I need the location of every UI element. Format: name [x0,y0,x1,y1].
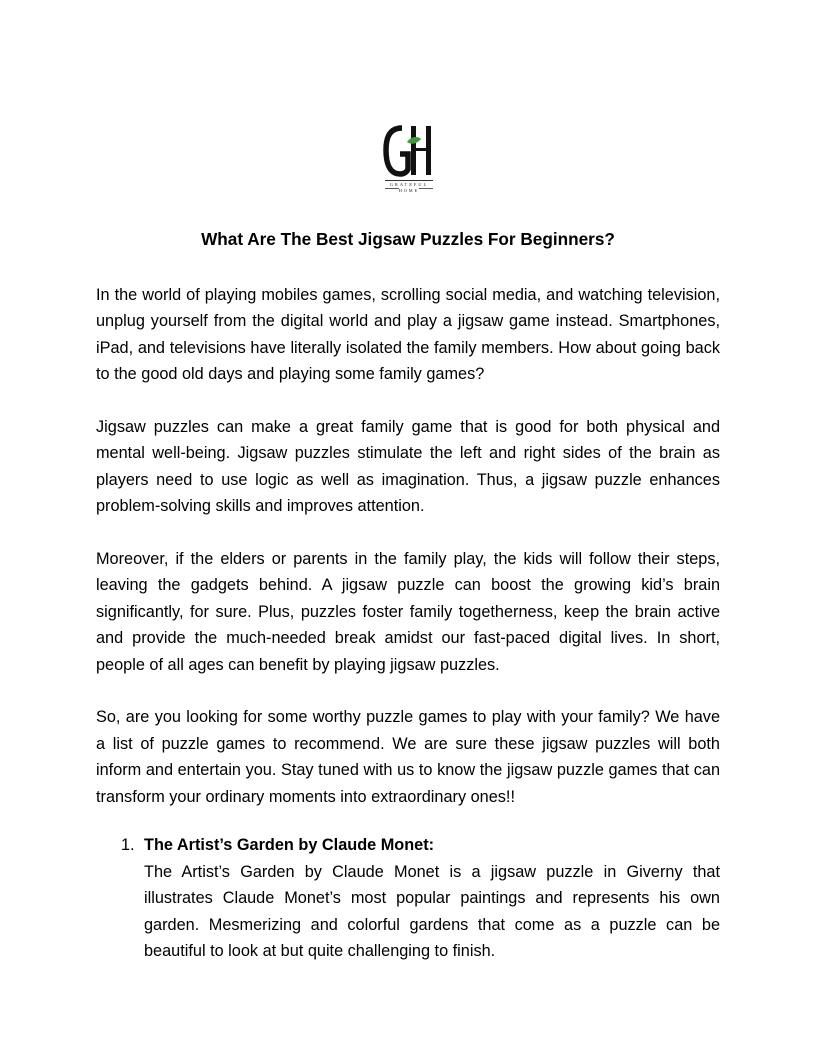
paragraph: So, are you looking for some worthy puzzle games to play with your family? We have a list of puzzle games to recommend. We are sure these jigsaw puzzles will both inform and entertain you. Stay tuned with us to know the jigsaw puzzle games that can transform your ordinary moments into extraordinary ones!! [96,708,720,806]
document-body [96,282,720,969]
paragraph: Jigsaw puzzles can make a great family game that is good for both physical and mental well-being. Jigsaw puzzles stimulate the left and right sides of the brain as players need to use logic as well as imagination. Thus, a jigsaw puzzle enhances problem-solving skills and improves attention. [96,418,720,516]
document-title: What Are The Best Jigsaw Puzzles For Beginners? [201,229,615,249]
gh-monogram-logo-icon [380,122,438,194]
puzzle-list [96,832,720,964]
paragraph: In the world of playing mobiles games, scrolling social media, and watching television, unplug yourself from the digital world and play a jigsaw game instead. Smartphones, iPad, and televisions have literally isolated the family members. How about going back to the good old days and playing some family games? [96,286,720,384]
list-item-body: The Artist’s Garden by Claude Monet is a jigsaw puzzle in Giverny that illustrates Claude Monet’s most popular paintings and represents his own garden. Mesmerizing and colorful gardens that come as a puzzle can be beautiful to look at but quite challenging to finish. [144,862,720,961]
list-item [96,832,720,964]
paragraph: Moreover, if the elders or parents in the family play, the kids will follow their steps, leaving the gadgets behind. A jigsaw puzzle can boost the growing kid’s brain significantly, for sure. Plus, puzzles foster family togetherness, keep the brain active and provide the much-needed break amidst our fast-paced digital lives. In short, people of all ages can benefit by playing jigsaw puzzles. [96,550,720,674]
svg-text:HOME: HOME [398,187,420,193]
list-item-number: 1. [121,836,135,855]
svg-text:GRATEFUL: GRATEFUL [389,182,429,187]
list-item-heading: The Artist’s Garden by Claude Monet: [144,836,435,855]
